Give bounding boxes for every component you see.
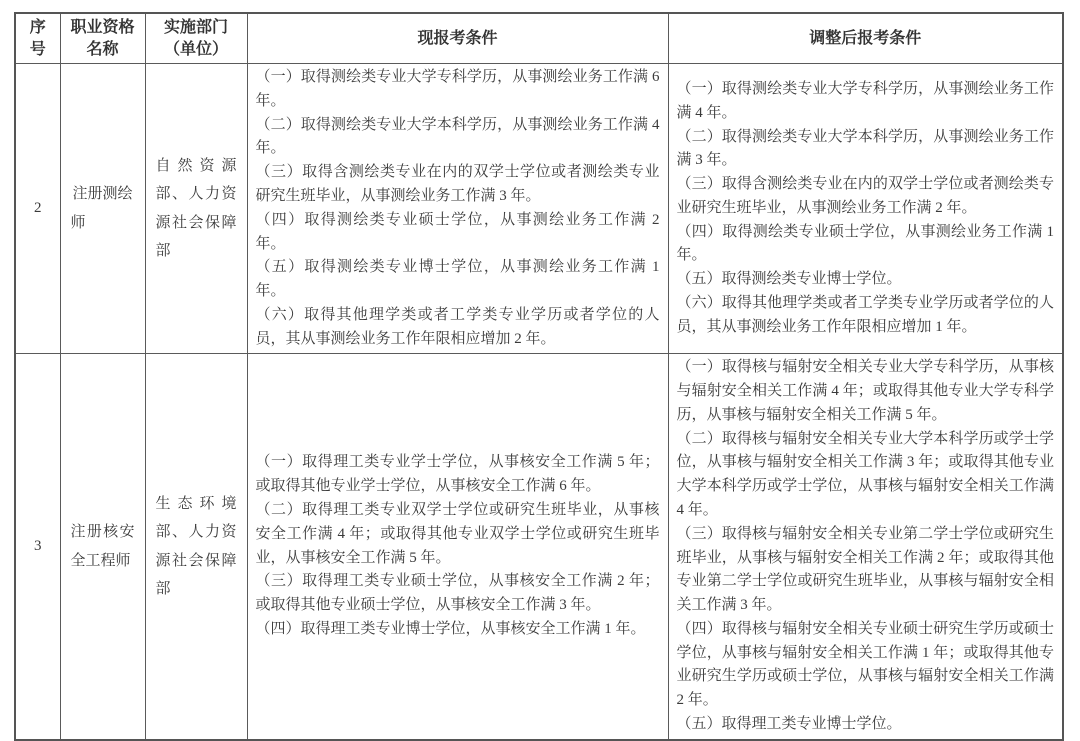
condition-paragraph: （一）取得测绘类专业大学专科学历，从事测绘业务工作满 4 年。 [676, 81, 1054, 121]
condition-paragraph: （二）取得测绘类专业大学本科学历，从事测绘业务工作满 3 年。 [676, 128, 1054, 169]
condition-paragraph: （六）取得其他理学类或者工学类专业学历或者学位的人员，其从事测绘业务工作年限相应增加 1 年。 [676, 294, 1054, 335]
qualification-name-cell: 注册测绘师 [60, 64, 145, 354]
current-conditions-cell [247, 354, 668, 740]
department-cell: 自然资源部、人力资源社会保障部 [145, 64, 247, 354]
header-label: 号 [29, 40, 46, 58]
condition-paragraph: （四）取得测绘类专业硕士学位，从事测绘业务工作满 2 年。 [255, 211, 660, 252]
condition-paragraph: （五）取得理工类专业博士学位。 [676, 715, 902, 732]
header-cell-adjusted-conditions [668, 13, 1063, 64]
header-label: 实施部门 [163, 19, 228, 36]
header-label: （单位） [163, 40, 228, 58]
qualification-conditions-table [14, 12, 1064, 741]
condition-paragraph: （五）取得测绘类专业博士学位，从事测绘业务工作满 1 年。 [255, 259, 660, 300]
table-header-row [15, 13, 1063, 64]
serial-number-cell: 3 [15, 354, 60, 740]
condition-paragraph: （二）取得测绘类专业大学本科学历，从事测绘业务工作满 4 年。 [255, 116, 660, 157]
header-label: 名称 [86, 40, 119, 58]
condition-paragraph: （四）取得测绘类专业硕士学位，从事测绘业务工作满 1 年。 [676, 223, 1054, 264]
header-label: 调整后报考条件 [809, 29, 922, 47]
condition-paragraph: （四）取得理工类专业博士学位，从事核安全工作满 1 年。 [255, 620, 646, 637]
serial-number-cell: 2 [15, 64, 60, 354]
header-cell-serial-number [15, 13, 60, 64]
condition-paragraph: （一）取得核与辐射安全相关专业大学专科学历，从事核与辐射安全相关工作满 4 年；或取得其他专业大学专科学历，从事核与辐射安全相关工作满 5 年。 [676, 359, 1054, 423]
condition-paragraph: （五）取得测绘类专业博士学位。 [676, 271, 902, 288]
condition-paragraph: （三）取得含测绘类专业在内的双学士学位或者测绘类专业研究生班毕业，从事测绘业务工作满 2 年。 [676, 176, 1054, 216]
table-row [15, 354, 1063, 740]
table-row [15, 64, 1063, 354]
condition-paragraph: （二）取得理工类专业双学士学位或研究生班毕业，从事核安全工作满 4 年；或取得其他专业双学士学位或研究生班毕业，从事核安全工作满 5 年。 [255, 501, 660, 566]
condition-paragraph: （三）取得含测绘类专业在内的双学士学位或者测绘类专业研究生班毕业，从事测绘业务工作满 3 年。 [255, 164, 660, 205]
header-cell-department [145, 13, 247, 64]
condition-paragraph: （二）取得核与辐射安全相关专业大学本科学历或学士学位，从事核与辐射安全相关工作满 3 年；或取得其他专业大学本科学历或学士学位，从事核与辐射安全相关工作满 4 年。 [676, 430, 1054, 518]
department-cell: 生态环境部、人力资源社会保障部 [145, 354, 247, 740]
condition-paragraph: （一）取得理工类专业学士学位，从事核安全工作满 5 年；或取得其他专业学士学位，从事核安全工作满 6 年。 [255, 454, 660, 495]
condition-paragraph: （三）取得理工类专业硕士学位，从事核安全工作满 2 年；或取得其他专业硕士学位，从事核安全工作满 3 年。 [255, 573, 660, 614]
header-label: 序 [29, 19, 46, 36]
adjusted-conditions-cell [668, 354, 1063, 740]
condition-paragraph: （四）取得核与辐射安全相关专业硕士研究生学历或硕士学位，从事核与辐射安全相关工作满 1 年；或取得其他专业研究生学历或硕士学位，从事核与辐射安全相关工作满 2 年。 [676, 620, 1054, 709]
current-conditions-cell [247, 64, 668, 354]
condition-paragraph: （六）取得其他理学类或者工学类专业学历或者学位的人员，其从事测绘业务工作年限相应增加 2 年。 [255, 306, 660, 347]
adjusted-conditions-cell [668, 64, 1063, 354]
condition-paragraph: （三）取得核与辐射安全相关专业第二学士学位或研究生班毕业，从事核与辐射安全相关工作满 2 年；或取得其他专业第二学士学位或研究生班毕业，从事核与辐射安全相关工作满 3 年。 [676, 525, 1054, 614]
condition-paragraph: （一）取得测绘类专业大学专科学历，从事测绘业务工作满 6 年。 [255, 69, 660, 109]
qualification-name-cell: 注册核安全工程师 [60, 354, 145, 740]
header-label: 现报考条件 [417, 29, 498, 47]
header-cell-current-conditions [247, 13, 668, 64]
header-cell-qualification-name [60, 13, 145, 64]
header-label: 职业资格 [70, 19, 135, 36]
